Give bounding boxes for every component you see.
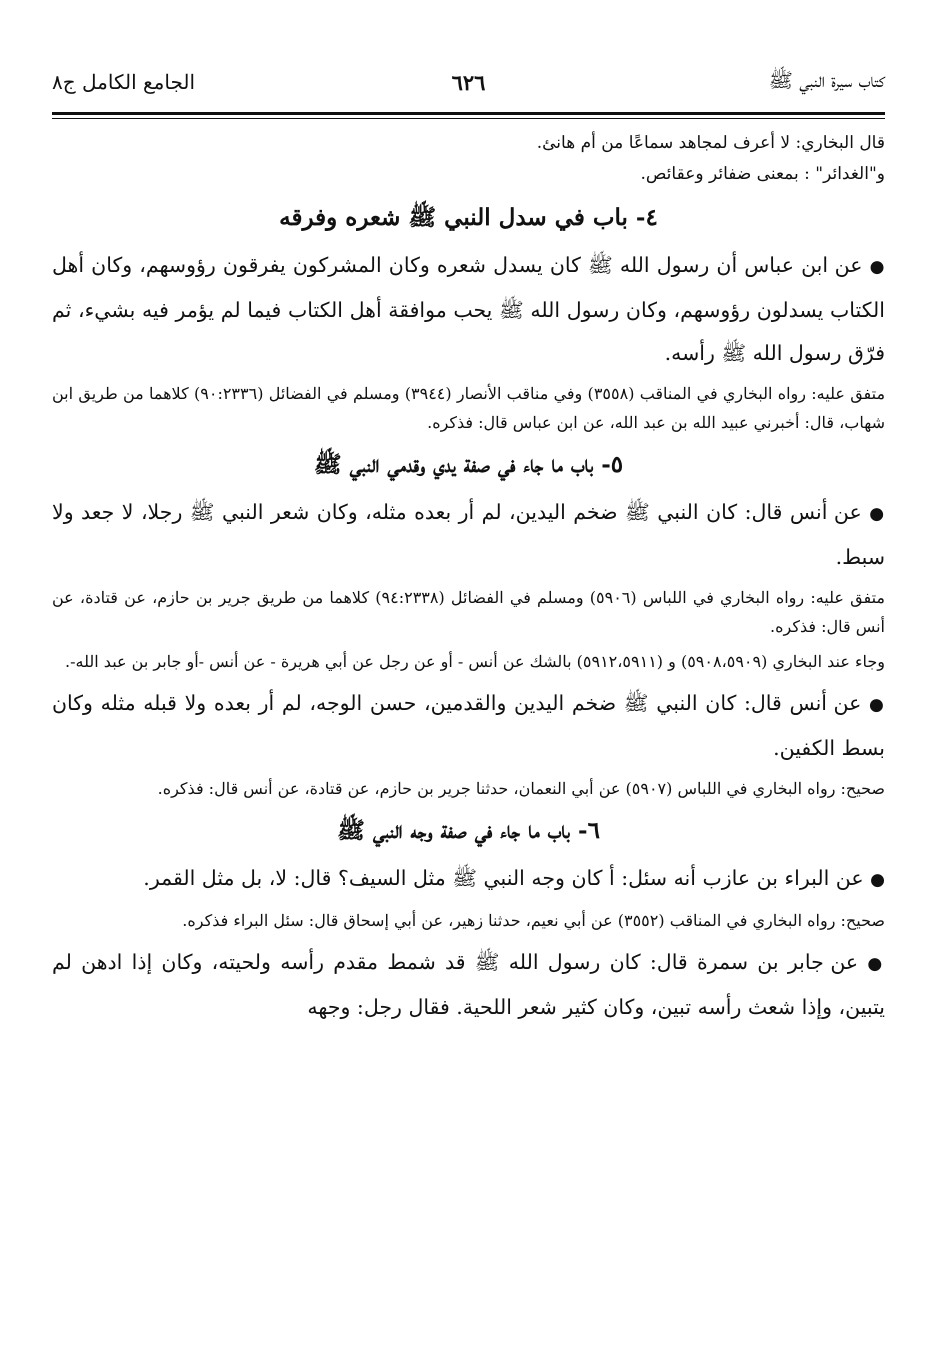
hadith-paragraph	[52, 491, 885, 579]
page-header	[52, 62, 885, 102]
bullet-icon: ●	[867, 954, 885, 974]
bullet-icon: ●	[869, 504, 885, 524]
top-note: و"الغدائر" : بمعنى ضفائر وعقائص.	[640, 164, 885, 184]
section	[52, 200, 885, 437]
section-heading: ٤- باب في سدل النبي ﷺ شعره وفرقه	[279, 204, 658, 231]
hadith-paragraph	[52, 682, 885, 770]
hadith-paragraph	[52, 244, 885, 375]
hadith-text: عن أنس قال: كان النبي ﷺ ضخم اليدين والقدمين، حسن الوجه، لم أر بعده ولا قبله مثله وكان بسط الكفين.	[52, 691, 885, 760]
header-rule-thin	[52, 118, 885, 119]
top-note: قال البخاري: لا أعرف لمجاهد سماعًا من أم هانئ.	[536, 133, 885, 153]
hadith-text: عن البراء بن عازب أنه سئل: أ كان وجه النبي ﷺ مثل السيف؟ قال: لا، بل مثل القمر.	[143, 866, 864, 890]
source-note: وجاء عند البخاري (٥٩٠٨،٥٩٠٩) و (٥٩١٢،٥٩١١) بالشك عن أنس - أو عن رجل عن أبي هريرة - عن أنس -أو جابر بن عبد الله-.	[65, 652, 885, 671]
hadith-paragraph	[52, 941, 885, 1029]
hadith-paragraph	[52, 857, 885, 902]
source-note: متفق عليه: رواه البخاري في المناقب (٣٥٥٨) وفي مناقب الأنصار (٣٩٤٤) ومسلم في الفضائل (٩٠:٢٣٣٦) كلاهما من طريق ابن شهاب، قال: أخبرني عبيد الله بن عبد الله، عن ابن عباس قال: فذكره.	[52, 384, 886, 432]
section-heading: ٦- باب ما جاء في صفة وجه النبي ﷺ	[337, 817, 600, 844]
hadith-text: عن جابر بن سمرة قال: كان رسول الله ﷺ قد شمط مقدم رأسه ولحيته، وكان إذا ادهن لم يتبين، وإذا شعث رأسه تبين، وكان كثير شعر اللحية. فقال رجل: وجهه	[52, 950, 885, 1019]
hadith-text: عن ابن عباس أن رسول الله ﷺ كان يسدل شعره وكان المشركون يفرقون رؤوسهم، وكان أهل الكتاب يسدلون رؤوسهم، وكان رسول الله ﷺ يحب موافقة أهل الكتاب فيما لم يؤمر فيه بشيء، ثم فرّق رسول الله ﷺ رأسه.	[52, 253, 885, 365]
section	[52, 447, 885, 803]
hadith-text: عن أنس قال: كان النبي ﷺ ضخم اليدين، لم أر بعده مثله، وكان شعر النبي ﷺ رجلا، لا جعد ولا سبط.	[52, 500, 885, 569]
section	[52, 813, 885, 1029]
section-heading: ٥- باب ما جاء في صفة يدي وقدمي النبي ﷺ	[313, 451, 624, 478]
page-number: ٦٢٦	[451, 69, 486, 95]
bullet-icon: ●	[869, 695, 885, 715]
source-note: صحيح: رواه البخاري في اللباس (٥٩٠٧) عن أبي النعمان، حدثنا جرير بن حازم، عن قتادة، عن أنس قال: فذكره.	[157, 779, 885, 798]
page-body	[52, 128, 885, 1029]
bullet-icon: ●	[870, 870, 885, 890]
bullet-icon: ●	[869, 257, 885, 277]
source-note: متفق عليه: رواه البخاري في اللباس (٥٩٠٦) ومسلم في الفضائل (٩٤:٢٣٣٨) كلاهما من طريق جرير بن حازم، عن قتادة، عن أنس قال: فذكره.	[52, 588, 885, 636]
header-rule-thick	[52, 112, 885, 115]
source-note: صحيح: رواه البخاري في المناقب (٣٥٥٢) عن أبي نعيم، حدثنا زهير، عن أبي إسحاق قال: سئل البراء فذكره.	[182, 911, 885, 930]
header-book-title: كتاب سيرة النبي ﷺ	[768, 67, 885, 92]
header-volume: الجامع الكامل ج٨	[52, 70, 196, 94]
